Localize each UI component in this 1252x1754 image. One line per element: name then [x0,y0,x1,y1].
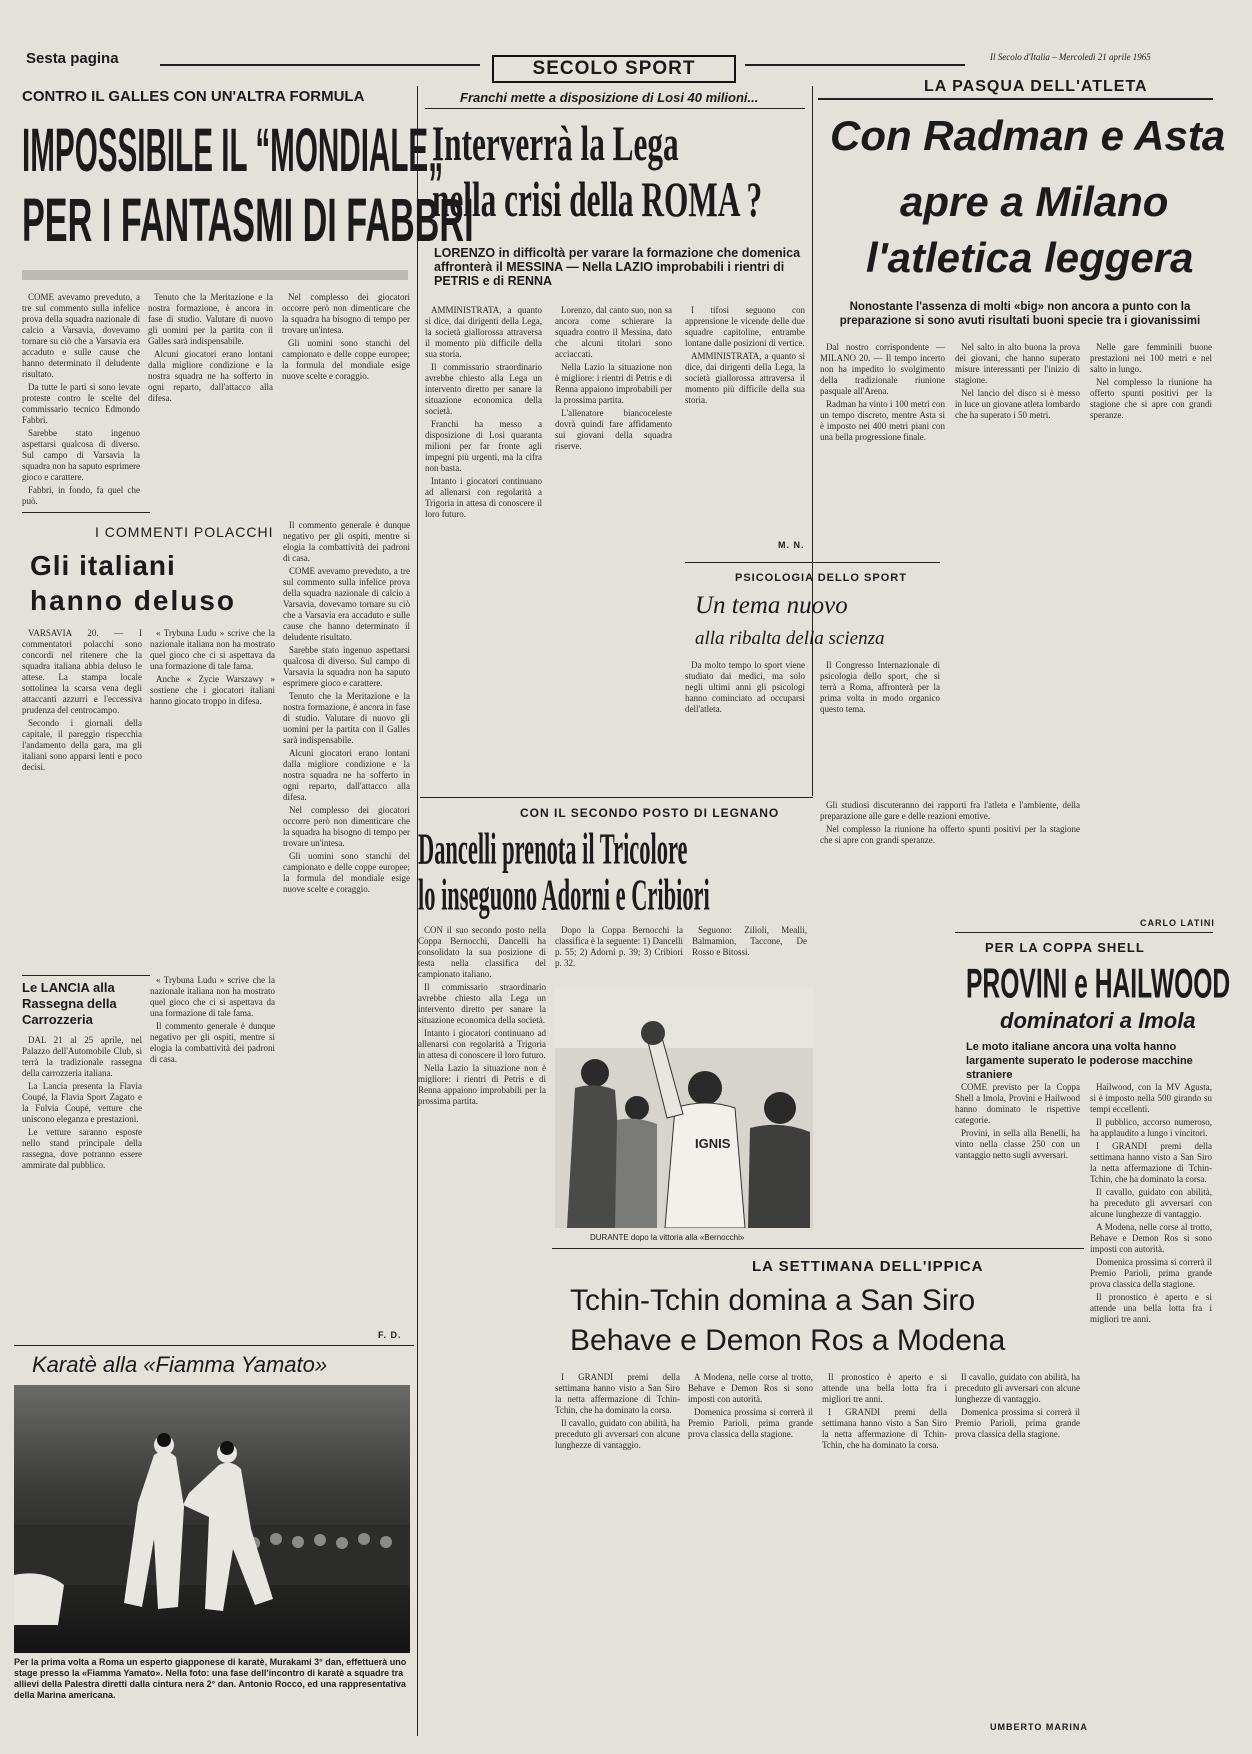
galles-paragraph: Alcuni giocatori erano lontani dalla migliore condizione e la nostra squadra ne ha sofferto in ogni reparto, dall'attacco alla difesa. [283,748,410,802]
dancelli-photo-image [555,988,813,1228]
roma-headline-line-2: nella crisi della ROMA ? [432,174,763,228]
roma-paragraph: AMMINISTRATA, a quanto si dice, dai dirigenti della Lega, la società giallorossa attraversa il momento più difficile della sua storia. [425,305,542,359]
galles-paragraph: Tenuto che la Meritazione e la nostra formazione, è ancora in fase di studio. Valutare di nuovo gli uomini per la partita con il Galles sarà indispensabile. [148,292,273,346]
lancia-top-rule [22,975,150,976]
roma-paragraph: Il commissario straordinario avrebbe chiesto alla Lega un intervento diretto per sanare la situazione economica della società. [418,982,546,1025]
karate-caption: Per la prima volta a Roma un esperto giapponese di karatè, Murakami 3° dan, effettuerà uno stage presso la «Fiamma Yamato». Nella foto: una fase dell'incontro di karatè a squadre tra allievi della Palestra diretti dalla cintura nera 2° dan. Antonio Rocco, ed una rappresentativa della Marina americana. [14,1657,407,1700]
atletica-paragraph: Radman ha vinto i 100 metri con un tempo discreto, mentre Asta si è imposto nei 400 metri piani con una bella progressione finale. [820,399,945,442]
roma-paragraph: L'allenatore biancoceleste dovrà quindi fare affidamento sui giovani della squadra riserve. [555,408,672,451]
galles-headline [22,118,474,258]
polacchi-paragraph: « Trybuna Ludu » scrive che la nazionale italiana non ha mostrato quel gioco che ci si aspettava da una formazione di tale fama. [150,628,275,671]
roma-paragraph: Franchi ha messo a disposizione di Losi quaranta milioni per far fronte agli impegni più urgenti, ma la cifra non basta. [425,419,542,473]
galles-paragraph: Gli uomini sono stanchi del campionato e delle coppe europee; la formula del mondiale esige nuove scelte e coraggio. [283,851,410,894]
polacchi-paragraph: Secondo i giornali della capitale, il pareggio rispecchia l'andamento della gara, ma gli italiani sono apparsi lenti e poco decisi. [22,718,142,772]
atletica-headline-1: Con Radman e Asta [830,112,1226,159]
section-title: SECOLO SPORT [532,58,696,79]
atletica-headline-3: l'atletica leggera [866,234,1194,281]
galles-paragraph: Fabbri, in fondo, fa quel che può. [22,485,140,506]
shell-headline-2: dominatori a Imola [1000,1008,1196,1033]
roma-paragraph: I tifosi seguono con apprensione le vicende delle due squadre capitoline, entrambe lontane dalle posizioni di vertice. [685,305,805,348]
ippica-paragraph: Domenica prossima si correrà il Premio Parioli, prima grande prova classica della stagione. [1090,1257,1212,1289]
atletica-paragraph: Dal nostro corrispondente — MILANO 20. — Il tempo incerto non ha impedito lo svolgimento della tradizionale riunione pasquale all'Arena. [820,342,945,396]
ippica-paragraph: Il cavallo, guidato con abilità, ha preceduto gli avversari con alcune lunghezze di vantaggio. [1090,1187,1212,1219]
lancia-paragraph: La Lancia presenta la Flavia Coupé, la Flavia Sport Zagato e la Fulvia Coupé, vetture che uniscono eleganza e prestazioni. [22,1081,142,1124]
ippica-paragraph: I GRANDI premi della settimana hanno visto a San Siro la netta affermazione di Tchin-Tchin, che ha dominato la corsa. [1090,1141,1212,1184]
polacchi-col-1 [22,628,142,968]
issue-date: Il Secolo d'Italia – Mercoledì 21 aprile 1965 [990,52,1151,62]
lancia-headline: Le LANCIA alla Rassegna della Carrozzeria [22,980,117,1027]
polacchi-col-3 [283,520,410,1340]
dancelli-col-3 [692,925,807,985]
polacchi-paragraph: VARSAVIA 20. — I commentatori polacchi sono concordi nel ritenere che la squadra italiana abbia deluso le attese. La stampa locale sottolinea la scarsa vena degli attaccanti azzurri e l'eccessiva prudenza del centrocampo. [22,628,142,715]
galles-paragraph: Nel complesso dei giocatori occorre però non dimenticare che la squadra ha bisogno di tempo per trovare un'intesa. [282,292,410,335]
atletica-deck: Nonostante l'assenza di molti «big» non ancora a punto con la preparazione si sono avuti risultati buoni specie tra i giovanissimi [839,301,1201,327]
ippica-col-4 [955,1372,1080,1717]
ippica-paragraph: Il cavallo, guidato con abilità, ha preceduto gli avversari con alcune lunghezze di vantaggio. [555,1418,680,1450]
roma-headline [432,118,810,238]
polacchi-paragraph: « Trybuna Ludu » scrive che la nazionale italiana non ha mostrato quel gioco che ci si aspettava da una formazione di tale fama. [150,975,275,1018]
ippica-kicker: LA SETTIMANA DELL'IPPICA [752,1258,984,1275]
ippica-paragraph: Il pronostico è aperto e si attende una bella lotta fra i migliori tre anni. [822,1372,947,1404]
polacchi-headline-1: Gli italiani [30,550,176,581]
roma-paragraph: AMMINISTRATA, a quanto si dice, dai dirigenti della Lega, la società giallorossa attraversa il momento più difficile della sua storia. [685,351,805,405]
polacchi-paragraph: Il commento generale è dunque negativo per gli ospiti, mentre si elogia la combattività dei padroni di casa. [283,520,410,563]
galles-col-2 [148,292,273,506]
psicologia-headline-1: Un tema nuovo [695,592,848,619]
polacchi-paragraph: Il commento generale è dunque negativo per gli ospiti, mentre si elogia la combattività dei padroni di casa. [150,1021,275,1064]
dancelli-headline-line-2: lo inseguono Adorni e Cribiori [418,872,710,921]
dancelli-photo [555,988,813,1228]
roma-kicker-rule [425,108,805,109]
shell-deck: Le moto italiane ancora una volta hanno largamente superato le poderose macchine straniere [966,1041,1193,1081]
galles-headline-line-2: PER I FANTASMI DI FABBRI [22,188,474,256]
ippica-col-3 [822,1372,947,1732]
shell-paragraph: COME previsto per la Coppa Shell a Imola, Provini e Hailwood hanno dominato le rispettive categorie. [955,1082,1080,1125]
galles-bottom-rule [22,512,150,513]
psicologia-kicker: PSICOLOGIA DELLO SPORT [735,572,907,584]
masthead-rule-left [160,64,480,66]
roma-headline-line-1: Interverrà la Lega [432,118,679,172]
atletica-kicker: LA PASQUA DELL'ATLETA [924,78,1148,95]
dancelli-headline-line-1: Dancelli prenota il Tricolore [418,826,688,875]
psicologia-col-1 [685,660,805,795]
lancia-body [22,1035,142,1340]
shell-headline [966,960,1231,1008]
masthead-rule-right [745,64,965,66]
dancelli-headline [418,826,816,922]
polacchi-col-2 [150,628,275,968]
galles-paragraph: Sarebbe stato ingenuo aspettarsi qualcosa di diverso. Sul campo di Varsavia la squadra non ha saputo esprimere gioco e carattere. [283,645,410,688]
page-label: Sesta pagina [26,50,119,67]
galles-paragraph: Alcuni giocatori erano lontani dalla migliore condizione e la nostra squadra ne ha sofferto in ogni reparto, dall'attacco alla difesa. [148,349,273,403]
column-rule-2 [812,86,813,796]
galles-paragraph: Da tutte le parti si sono levate proteste contro le scelte del commissario tecnico Edmondo Fabbri. [22,382,140,425]
galles-kicker: CONTRO IL GALLES CON UN'ALTRA FORMULA [22,88,365,105]
galles-signature: F. D. [378,1330,402,1340]
dancelli-col-1 [418,925,546,1735]
atletica-col-3 [1090,342,1212,922]
shell-paragraph: Il pubblico, accorso numeroso, ha applaudito a lungo i vincitori. [1090,1117,1212,1138]
shell-paragraph: Provini, in sella alla Benelli, ha vinto nella classe 250 con un vantaggio netto sugli avversari. [955,1128,1080,1160]
dancelli-caption: DURANTE dopo la vittoria alla «Bernocchi» [590,1233,745,1242]
shell-col-2 [1090,1082,1212,1732]
section-title-box [492,55,736,83]
shell-top-rule [955,932,1213,933]
polacchi-paragraph: Anche « Zycie Warszawy » sostiene che i giocatori italiani hanno giocato troppo in difesa. [150,674,275,706]
dancelli-paragraph: CON il suo secondo posto nella Coppa Bernocchi, Dancelli ha consolidato la sua posizione di testa nella classifica del campionato italiano. [418,925,546,979]
galles-headline-line-1: IMPOSSIBILE IL “MONDIALE„ [22,118,444,186]
roma-col-2 [555,305,672,795]
roma-col-3 [685,305,805,550]
roma-signature: M. N. [778,540,805,550]
ippica-paragraph: Il cavallo, guidato con abilità, ha preceduto gli avversari con alcune lunghezze di vantaggio. [955,1372,1080,1404]
lancia-paragraph: DAL 21 al 25 aprile, nel Palazzo dell'Automobile Club, si terrà la tradizionale rassegna della carrozzeria italiana. [22,1035,142,1078]
roma-paragraph: Nella Lazio la situazione non è migliore: i rientri di Petris e di Renna appaiono improbabili per la prossima partita. [555,362,672,405]
lancia-paragraph: Le vetture saranno esposte nello stand principale della rassegna, dove potranno essere ammirate dal pubblico. [22,1127,142,1170]
dancelli-paragraph: Seguono: Zilioli, Mealli, Balmamion, Taccone, De Rosso e Bitossi. [692,925,807,957]
karate-photo-image [14,1385,410,1653]
polacchi-kicker: I COMMENTI POLACCHI [95,524,274,540]
roma-paragraph: Il commissario straordinario avrebbe chiesto alla Lega un intervento diretto per sanare la situazione economica della società. [425,362,542,416]
dancelli-col-2 [555,925,683,985]
galles-paragraph: Gli uomini sono stanchi del campionato e delle coppe europee; la formula del mondiale esige nuove scelte e coraggio. [282,338,410,381]
galles-paragraph: Sarebbe stato ingenuo aspettarsi qualcosa di diverso. Sul campo di Varsavia la squadra non ha saputo esprimere gioco e carattere. [22,428,140,482]
psicologia-paragraph: Da molto tempo lo sport viene studiato dai medici, ma solo negli ultimi anni gli psicologi hanno cominciato ad occuparsi dell'atleta. [685,660,805,714]
shell-paragraph: Hailwood, con la MV Agusta, si è imposto nella 500 girando su tempi eccellenti. [1090,1082,1212,1114]
psicologia-paragraph: Il Congresso Internazionale di psicologia dello sport, che si terrà a Roma, affronterà per la prima volta in modo organico questo tema. [820,660,940,714]
atletica-headline-2: apre a Milano [900,178,1169,225]
ippica-paragraph: Domenica prossima si correrà il Premio Parioli, prima grande prova classica della stagione. [955,1407,1080,1439]
psicologia-paragraph: Gli studiosi discuteranno dei rapporti fra l'atleta e l'ambiente, della preparazione alle gare e delle reazioni emotive. [820,800,1080,821]
atletica-paragraph: Nel complesso la riunione ha offerto spunti positivi per la stagione che si apre con grandi speranze. [820,824,1080,845]
jersey-logo: IGNIS [695,1136,731,1151]
karate-title: Karatè alla «Fiamma Yamato» [32,1352,328,1377]
galles-col-3 [282,292,410,506]
ippica-top-rule [552,1248,1084,1249]
roma-kicker: Franchi mette a disposizione di Losi 40 milioni... [460,90,759,105]
galles-paragraph: Nel complesso dei giocatori occorre però non dimenticare che la squadra ha bisogno di tempo per trovare un'intesa. [283,805,410,848]
atletica-col-1 [820,342,945,797]
atletica-signature: CARLO LATINI [1140,918,1215,928]
atletica-kicker-rule [818,98,1213,100]
ippica-paragraph: A Modena, nelle corse al trotto, Behave e Demon Ros si sono imposti con autorità. [1090,1222,1212,1254]
atletica-paragraph: Nel salto in alto buona la prova dei giovani, che hanno superato misure interessanti per l'inizio di stagione. [955,342,1080,385]
galles-col-1 [22,292,140,506]
shell-col-1 [955,1082,1080,1272]
shell-headline-line-1: PROVINI e HAILWOOD [966,960,1231,1007]
dancelli-top-rule [420,797,813,798]
galles-headline-underline [22,270,408,280]
ippica-headline-2: Behave e Demon Ros a Modena [570,1324,1006,1357]
ippica-col-2 [688,1372,813,1732]
roma-paragraph: Lorenzo, dal canto suo, non sa ancora come schierare la squadra contro il Messina, dato che alcuni titolari sono acciaccati. [555,305,672,359]
ippica-paragraph: A Modena, nelle corse al trotto, Behave e Demon Ros si sono imposti con autorità. [688,1372,813,1404]
psicologia-col-3 [820,800,1080,985]
ippica-headline-1: Tchin-Tchin domina a San Siro [570,1284,976,1317]
shell-kicker: PER LA COPPA SHELL [985,940,1145,955]
roma-col-1 [425,305,542,795]
ippica-paragraph: I GRANDI premi della settimana hanno visto a San Siro la netta affermazione di Tchin-Tchin, che ha dominato la corsa. [822,1407,947,1450]
ippica-col-1 [555,1372,680,1732]
ippica-signature: UMBERTO MARINA [990,1722,1088,1732]
atletica-paragraph: Nelle gare femminili buone prestazioni nei 100 metri e nel salto in lungo. [1090,342,1212,374]
galles-paragraph: COME avevamo preveduto, a tre sul commento sulla infelice prova della squadra nazionale di calcio a Varsavia, dovevamo tornare su ciò che a Varsavia era accaduto e sulle cause che hanno determinato il deludente risultato. [283,566,410,642]
polacchi-headline-2: hanno deluso [30,585,236,616]
karate-photo [14,1385,410,1653]
ippica-paragraph: I GRANDI premi della settimana hanno visto a San Siro la netta affermazione di Tchin-Tchin, che ha dominato la corsa. [555,1372,680,1415]
roma-deck: LORENZO in difficoltà per varare la formazione che domenica affronterà il MESSINA — Nella LAZIO improbabili i rientri di PETRIS e di RENNA [434,246,801,288]
roma-paragraph: Intanto i giocatori continuano ad allenarsi con regolarità a Trigoria in attesa di conoscere il loro futuro. [418,1028,546,1060]
roma-paragraph: Intanto i giocatori continuano ad allenarsi con regolarità a Trigoria in attesa di conoscere il loro futuro. [425,476,542,519]
galles-paragraph: COME avevamo preveduto, a tre sul commento sulla infelice prova della squadra nazionale di calcio a Varsavia, dovevamo tornare su ciò che a Varsavia era accaduto e sulle cause che hanno determinato il deludente risultato. [22,292,140,379]
atletica-paragraph: Nel complesso la riunione ha offerto spunti positivi per la stagione che si apre con grandi speranze. [1090,377,1212,420]
galles-paragraph: Tenuto che la Meritazione e la nostra formazione, è ancora in fase di studio. Valutare di nuovo gli uomini per la partita con il Galles sarà indispensabile. [283,691,410,745]
atletica-paragraph: Nel lancio del disco si è messo in luce un giovane atleta lombardo che ha superato i 50 metri. [955,388,1080,420]
polacchi-col-2b [150,975,275,1340]
dancelli-paragraph: Dopo la Coppa Bernocchi la classifica è la seguente: 1) Dancelli p. 55; 2) Adorni p. 39; 3) Cribiori p. 32. [555,925,683,968]
dancelli-kicker: CON IL SECONDO POSTO DI LEGNANO [520,806,780,820]
ippica-paragraph: Il pronostico è aperto e si attende una bella lotta fra i migliori tre anni. [1090,1292,1212,1324]
roma-paragraph: Nella Lazio la situazione non è migliore: i rientri di Petris e di Renna appaiono improbabili per la prossima partita. [418,1063,546,1106]
karate-top-rule [14,1345,414,1346]
psicologia-headline-2: alla ribalta della scienza [695,628,885,649]
ippica-paragraph: Domenica prossima si correrà il Premio Parioli, prima grande prova classica della stagione. [688,1407,813,1439]
